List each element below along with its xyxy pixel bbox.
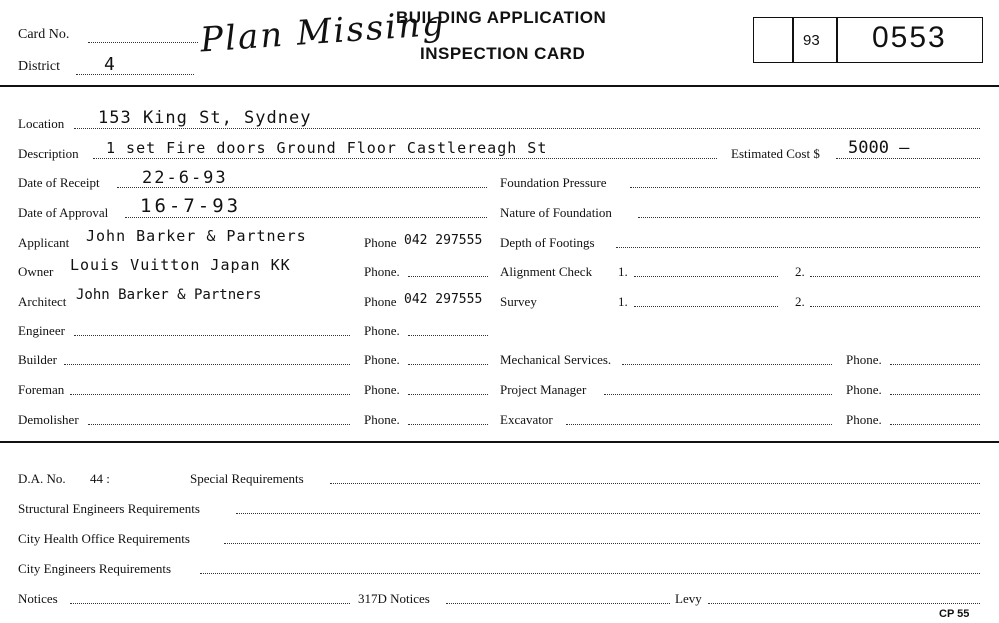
excavator-dotted-line[interactable]	[566, 424, 832, 425]
owner-phone-dotted-line[interactable]	[408, 276, 488, 277]
owner-value[interactable]: Louis Vuitton Japan KK	[70, 256, 291, 274]
date-of-approval-dotted-line	[125, 217, 487, 218]
special-requirements-label: Special Requirements	[190, 471, 304, 486]
card-number: 0553	[872, 21, 947, 54]
year-number: 93	[803, 32, 820, 49]
architect-label: Architect	[18, 294, 67, 309]
location-dotted-line	[74, 128, 980, 129]
notices-dotted-line[interactable]	[70, 603, 350, 604]
builder-phone-label: Phone.	[364, 352, 400, 367]
demolisher-label: Demolisher	[18, 412, 79, 427]
form-title: BUILDING APPLICATION	[396, 8, 607, 27]
owner-label: Owner	[18, 264, 54, 279]
structural-engineers-dotted-line[interactable]	[236, 513, 980, 514]
district-value[interactable]: 4	[104, 54, 115, 75]
date-of-receipt-label: Date of Receipt	[18, 175, 100, 190]
engineer-dotted-line[interactable]	[74, 335, 350, 336]
foreman-dotted-line[interactable]	[70, 394, 350, 395]
architect-value[interactable]: John Barker & Partners	[76, 287, 262, 303]
survey-label: Survey	[500, 294, 537, 309]
city-engineers-label: City Engineers Requirements	[18, 561, 172, 576]
levy-label: Levy	[675, 591, 702, 606]
builder-dotted-line[interactable]	[64, 364, 350, 365]
date-of-receipt-value[interactable]: 22-6-93	[142, 168, 228, 188]
builder-label: Builder	[18, 352, 57, 367]
estimated-cost-label: Estimated Cost $	[731, 146, 820, 161]
project-manager-phone-label: Phone.	[846, 382, 882, 397]
district-label: District	[18, 59, 60, 74]
depth-of-footings-label: Depth of Footings	[500, 235, 595, 250]
foreman-label: Foreman	[18, 382, 65, 397]
applicant-phone-label: Phone	[364, 235, 397, 250]
mechanical-services-phone-dotted-line[interactable]	[890, 364, 980, 365]
mechanical-services-dotted-line[interactable]	[622, 364, 832, 365]
form-code: CP 55	[939, 608, 970, 620]
foreman-phone-label: Phone.	[364, 382, 400, 397]
excavator-phone-label: Phone.	[846, 412, 882, 427]
structural-engineers-label: Structural Engineers Requirements	[18, 501, 200, 516]
da-no-value: 44 :	[90, 471, 110, 486]
foundation-pressure-label: Foundation Pressure	[500, 175, 607, 190]
excavator-phone-dotted-line[interactable]	[890, 424, 980, 425]
handwritten-annotation: Plan Missing	[198, 3, 447, 61]
da-no-label: D.A. No.	[18, 471, 66, 486]
applicant-phone-value[interactable]: 042 297555	[404, 233, 483, 248]
description-label: Description	[18, 146, 79, 161]
location-value[interactable]: 153 King St, Sydney	[98, 108, 312, 128]
section-rule	[0, 441, 999, 443]
foundation-pressure-dotted-line[interactable]	[630, 187, 980, 188]
form-subtitle: INSPECTION CARD	[420, 44, 586, 63]
nature-of-foundation-label: Nature of Foundation	[500, 205, 612, 220]
builder-phone-dotted-line[interactable]	[408, 364, 488, 365]
demolisher-dotted-line[interactable]	[88, 424, 350, 425]
levy-dotted-line[interactable]	[708, 603, 980, 604]
description-dotted-line	[93, 158, 717, 159]
card-number-box	[753, 17, 983, 63]
number-box-divider	[792, 17, 794, 63]
alignment-check-2-dotted-line[interactable]	[810, 276, 980, 277]
demolisher-phone-label: Phone.	[364, 412, 400, 427]
engineer-label: Engineer	[18, 323, 65, 338]
notices-317d-dotted-line[interactable]	[446, 603, 670, 604]
estimated-cost-dotted-line	[836, 158, 980, 159]
survey-2-dotted-line[interactable]	[810, 306, 980, 307]
engineer-phone-dotted-line[interactable]	[408, 335, 488, 336]
applicant-value[interactable]: John Barker & Partners	[86, 227, 307, 245]
city-health-dotted-line[interactable]	[224, 543, 980, 544]
survey-number-1: 1.	[618, 294, 628, 309]
alignment-check-1-dotted-line[interactable]	[634, 276, 778, 277]
architect-phone-value[interactable]: 042 297555	[404, 292, 483, 307]
district-dotted-line	[76, 74, 194, 75]
survey-number-2: 2.	[795, 294, 805, 309]
demolisher-phone-dotted-line[interactable]	[408, 424, 488, 425]
mechanical-services-label: Mechanical Services.	[500, 352, 612, 367]
owner-phone-label: Phone.	[364, 264, 400, 279]
card-no-dotted-line[interactable]	[88, 42, 198, 43]
applicant-label: Applicant	[18, 235, 70, 250]
survey-1-dotted-line[interactable]	[634, 306, 778, 307]
number-box-divider	[836, 17, 838, 63]
location-label: Location	[18, 116, 65, 131]
mechanical-services-phone-label: Phone.	[846, 352, 882, 367]
estimated-cost-value[interactable]: 5000 —	[848, 138, 910, 158]
description-value[interactable]: 1 set Fire doors Ground Floor Castlereagh St	[106, 139, 548, 157]
notices-label: Notices	[18, 591, 58, 606]
card-no-label: Card No.	[18, 27, 70, 42]
architect-phone-label: Phone	[364, 294, 397, 309]
city-health-label: City Health Office Requirements	[18, 531, 190, 546]
header-rule	[0, 85, 999, 87]
notices-317d-label: 317D Notices	[358, 591, 430, 606]
foreman-phone-dotted-line[interactable]	[408, 394, 488, 395]
alignment-check-label: Alignment Check	[500, 264, 593, 279]
project-manager-label: Project Manager	[500, 382, 587, 397]
engineer-phone-label: Phone.	[364, 323, 400, 338]
date-of-approval-value[interactable]: 16-7-93	[140, 195, 242, 217]
nature-of-foundation-dotted-line[interactable]	[638, 217, 980, 218]
special-requirements-dotted-line[interactable]	[330, 483, 980, 484]
city-engineers-dotted-line[interactable]	[200, 573, 980, 574]
project-manager-dotted-line[interactable]	[604, 394, 832, 395]
alignment-check-number-2: 2.	[795, 264, 805, 279]
depth-of-footings-dotted-line[interactable]	[616, 247, 980, 248]
excavator-label: Excavator	[500, 412, 553, 427]
alignment-check-number-1: 1.	[618, 264, 628, 279]
date-of-approval-label: Date of Approval	[18, 205, 109, 220]
project-manager-phone-dotted-line[interactable]	[890, 394, 980, 395]
